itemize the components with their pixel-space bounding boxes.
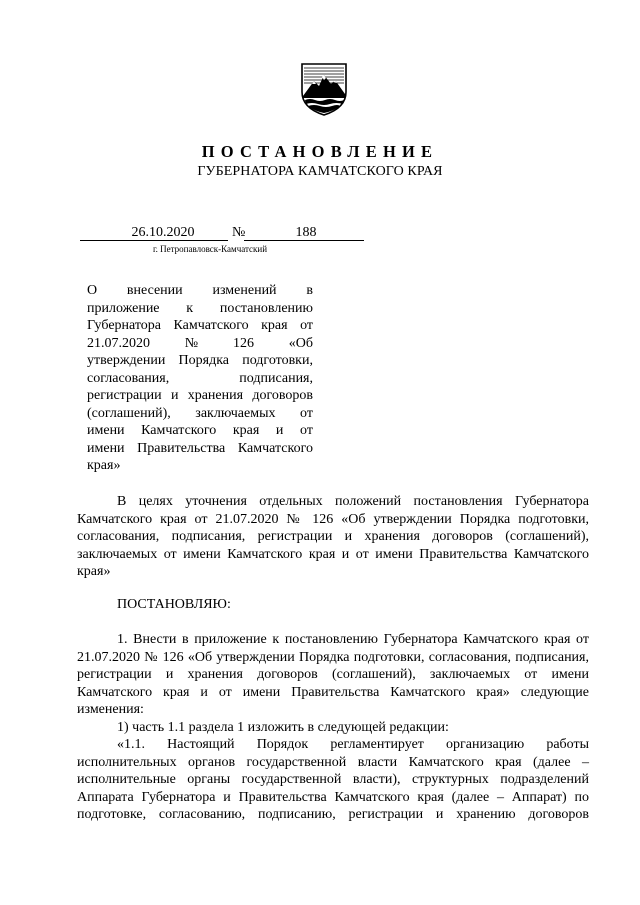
subject-word: № — [184, 335, 199, 351]
subject-word: приложение — [87, 300, 160, 316]
subject-line — [87, 405, 313, 423]
document-date: 26.10.2020 — [131, 225, 195, 240]
subject-word: к — [186, 300, 194, 316]
subject-word: и — [275, 423, 284, 438]
number-underline — [244, 240, 364, 241]
subject-word: в — [306, 283, 313, 298]
subject-word: «Об — [288, 335, 313, 351]
subject-word: края — [232, 423, 260, 438]
subject-word: Правительства — [137, 440, 226, 456]
preamble-paragraph: В целях уточнения отдельных положений постановления Губернатора Камчатского края от 21.07.2020 № 126 «Об утверждении Порядка подготовки, согласования, подписания, регистрации и хранения договоров (соглашений), заключаемых от имени Камчатского края и от имени Правительства Камчатского края» — [77, 494, 589, 579]
quoted-paragraph: «1.1. Настоящий Порядок регламентирует организацию работы исполнительных органов государственной власти Камчатского края (далее – исполнительные органы государственной власти), структурных подразделений Аппарата Губернатора и Правительства Камчатского края (далее – Аппарат) по подготовке, согласованию, подписанию, регистрации и хранению договоров — [77, 737, 589, 822]
subject-word: внесении — [126, 283, 183, 298]
subject-line — [87, 370, 313, 388]
subject-word: заключаемых — [195, 405, 276, 421]
subject-word: утверждении — [87, 353, 166, 368]
subject-word: 126 — [232, 335, 254, 351]
subject-word: имени — [87, 423, 125, 438]
subject-word: Камчатского — [141, 423, 217, 438]
subject-word: от — [300, 318, 313, 333]
subject-word: и — [170, 388, 179, 403]
subject-word: Порядка — [178, 353, 230, 368]
subject-line — [87, 440, 313, 458]
subject-word: Камчатского — [237, 440, 313, 456]
item-1-paragraph: 1. Внести в приложение к постановлению Губернатора Камчатского края от 21.07.2020 № 126 «Об утверждении Порядка подготовки, согласования, подписания, регистрации и хранения договоров (соглашений), заключаемых от имени Камчатского края и от имени Правительства Камчатского края» следующие изменения: — [77, 632, 589, 717]
number-sign: № — [232, 225, 246, 240]
subject-word: (соглашений), — [87, 405, 171, 421]
city-text: г. Петропавловск-Камчатский — [152, 244, 268, 254]
subject-word: изменений — [212, 283, 277, 298]
subject-word: имени — [87, 440, 125, 456]
subject-line — [87, 422, 313, 440]
subject-line — [87, 352, 313, 370]
subject-line — [87, 300, 313, 318]
subject-line — [87, 317, 313, 335]
document-title: ПОСТАНОВЛЕНИЕ — [201, 142, 439, 161]
subject-word: края — [261, 318, 288, 333]
subject-word: постановлению — [219, 300, 313, 316]
subject-last-line: края» — [87, 458, 121, 473]
main-text — [77, 631, 589, 824]
document-subject — [87, 282, 313, 475]
subject-word: Губернатора — [87, 318, 162, 333]
subject-line — [87, 387, 313, 405]
subject-word: Камчатского — [173, 318, 249, 333]
decree-word: ПОСТАНОВЛЯЮ: — [117, 597, 231, 612]
subject-word: договоров — [252, 388, 313, 403]
subject-word: от — [300, 423, 313, 438]
subject-word: подготовки, — [242, 353, 313, 368]
subject-lines — [87, 282, 313, 457]
city-caption — [0, 244, 420, 254]
subject-word: 21.07.2020 — [87, 335, 150, 351]
subject-word: от — [300, 405, 313, 421]
subject-word: О — [87, 283, 98, 298]
subject-word: согласования, — [87, 370, 170, 386]
subject-word: регистрации — [87, 388, 162, 403]
date-underline — [80, 240, 228, 241]
document-number: 188 — [295, 225, 317, 240]
subject-line — [87, 335, 313, 353]
coat-of-arms-emblem — [300, 62, 348, 116]
subject-word: хранения — [187, 388, 244, 403]
subject-word: подписания, — [239, 370, 313, 386]
item-1-subitem: 1) часть 1.1 раздела 1 изложить в следующей редакции: — [117, 719, 449, 735]
subject-line — [87, 282, 313, 300]
document-subtitle: ГУБЕРНАТОРА КАМЧАТСКОГО КРАЯ — [197, 164, 443, 179]
